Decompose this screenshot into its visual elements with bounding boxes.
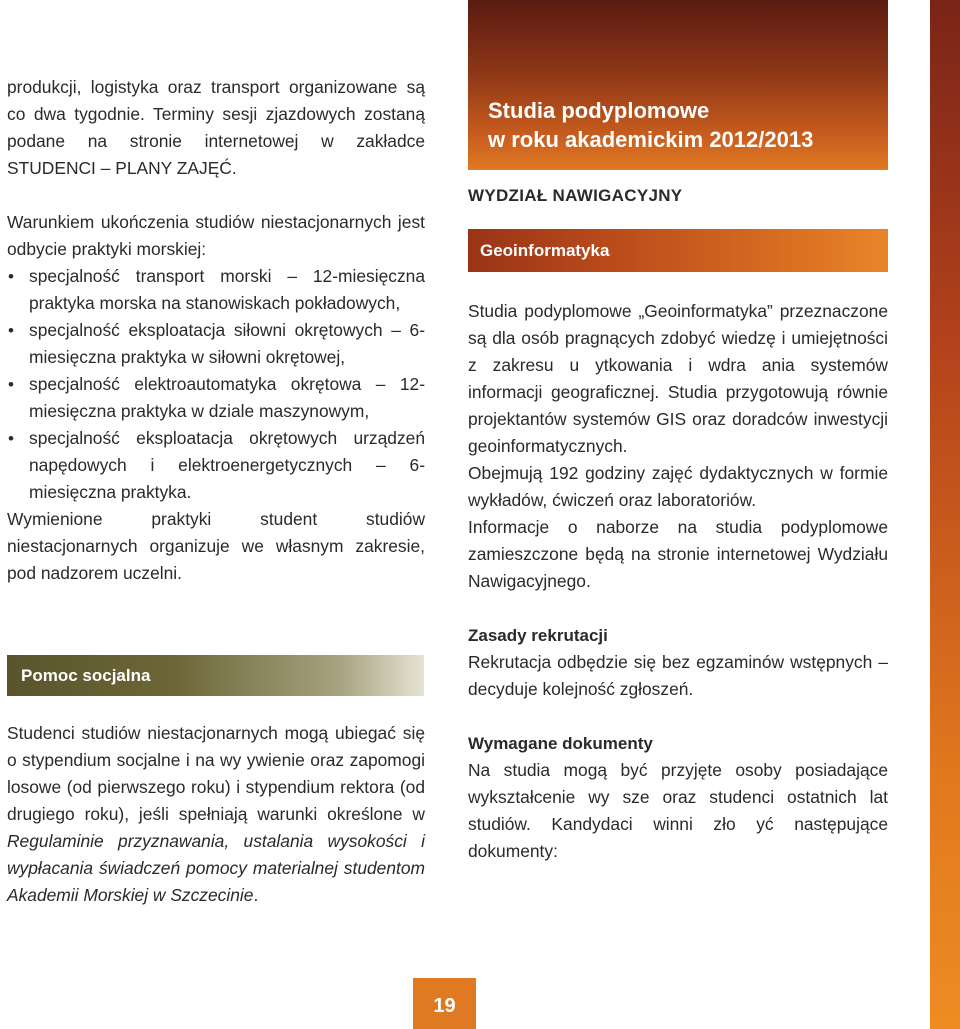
program-header-label: Geoinformatyka [480, 240, 610, 260]
faculty-name: WYDZIAŁ NAWIGACYJNY [468, 186, 683, 205]
program-description: Studia podyplomowe „Geoinformatyka” przeznaczone są dla osób pragnących zdobyć wiedzę i umiejętności z zakresu u ytkowania i wdra ania systemów informacji geograficznej. Studia przygotowują równie projektantów systemów GIS oraz doradców inwestycji geoinformatycznych. [468, 301, 888, 456]
social-header-label: Pomoc socjalna [21, 665, 151, 685]
program-header-bar [468, 229, 888, 272]
list-item: • specjalność elektroautomatyka okrętowa – 12-miesięczna praktyka w dziale maszynowym, [7, 371, 425, 425]
header-title-line1: Studia podyplomowe [488, 98, 710, 123]
postgraduate-header [468, 0, 888, 170]
left-column [7, 74, 425, 587]
social-section-header [7, 655, 424, 696]
decorative-side-stripe [930, 0, 960, 1029]
regulation-title: Regulaminie przyznawania, ustalania wysokości i wypłacania świadczeń pomocy materialnej studentom Akademii Morskiej w Szczecinie [7, 831, 425, 905]
rules-text: Rekrutacja odbędzie się bez egzaminów wstępnych – decyduje kolejność zgłoszeń. [468, 652, 888, 699]
documents-text: Na studia mogą być przyjęte osoby posiadające wykształcenie wy sze oraz studenci ostatnich lat studiów. Kandydaci winni zło yć następujące dokumenty: [468, 760, 888, 861]
social-end: . [253, 885, 259, 905]
rules-heading: Zasady rekrutacji [468, 626, 608, 645]
intro-paragraph: produkcji, logistyka oraz transport organizowane są co dwa tygodnie. Terminy sesji zjazdowych zostaną podane na stronie internetowej w zakładce STUDENCI – PLANY ZAJĘĆ. [7, 77, 425, 178]
practice-outro: Wymienione praktyki student studiów niestacjonarnych organizuje we własnym zakresie, pod nadzorem uczelni. [7, 509, 425, 583]
practice-intro: Warunkiem ukończenia studiów niestacjonarnych jest odbycie praktyki morskiej: [7, 212, 425, 259]
page-number: 19 [413, 978, 476, 1029]
header-title-line2: w roku akademickim 2012/2013 [488, 127, 814, 152]
list-item: • specjalność transport morski – 12-miesięczna praktyka morska na stanowiskach pokładowych, [7, 263, 425, 317]
social-paragraph [7, 720, 425, 909]
program-info: Informacje o naborze na studia podyplomowe zamieszczone będą na stronie internetowej Wydziału Nawigacyjnego. [468, 517, 888, 591]
list-item: • specjalność eksploatacja siłowni okrętowych – 6-miesięczna praktyka w siłowni okrętowej, [7, 317, 425, 371]
documents-heading: Wymagane dokumenty [468, 734, 653, 753]
program-hours: Obejmują 192 godziny zajęć dydaktycznych w formie wykładów, ćwiczeń oraz laboratoriów. [468, 463, 888, 510]
right-column [468, 298, 888, 865]
practice-list [7, 263, 425, 506]
list-item: • specjalność eksploatacja okrętowych urządzeń napędowych i elektroenergetycznych – 6-miesięczna praktyka. [7, 425, 425, 506]
social-section [7, 720, 425, 909]
social-text: Studenci studiów niestacjonarnych mogą ubiegać się o stypendium socjalne i na wy ywienie oraz zapomogi losowe (od pierwszego roku) i stypendium rektora (od drugiego roku), jeśli spełniają warunki określone w [7, 723, 425, 824]
